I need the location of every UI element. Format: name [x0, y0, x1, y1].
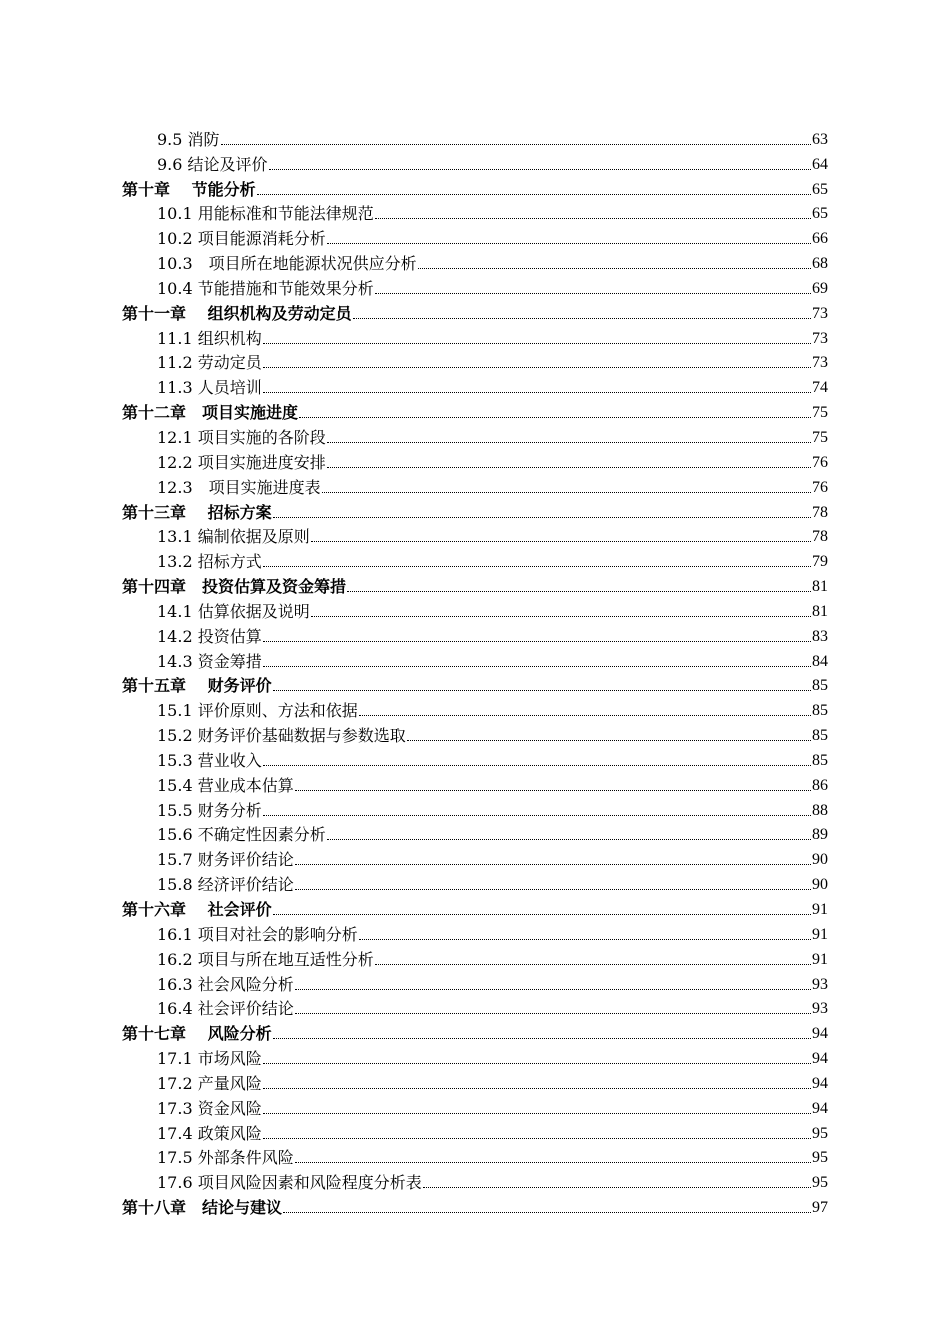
dot-leader [269, 169, 811, 170]
toc-entry-title: 13.1 编制依据及原则 [157, 527, 310, 547]
dot-leader [295, 989, 811, 990]
toc-entry-title: 第十二章 项目实施进度 [122, 403, 299, 423]
dot-leader [263, 1113, 811, 1114]
dot-leader [263, 1088, 811, 1089]
toc-entry-title: 10.1 用能标准和节能法律规范 [157, 204, 374, 224]
toc-chapter-entry[interactable] [122, 1193, 828, 1218]
toc-entry-page-number: 95 [812, 1149, 828, 1167]
dot-leader [375, 293, 811, 294]
toc-section-entry[interactable] [122, 647, 828, 672]
toc-entry-title: 17.1 市场风险 [157, 1049, 262, 1069]
toc-section-entry[interactable] [122, 473, 828, 498]
dot-leader [295, 889, 811, 890]
toc-entry-title: 15.1 评价原则、方法和依据 [157, 701, 358, 721]
toc-entry-page-number: 73 [812, 329, 828, 347]
toc-section-entry[interactable] [122, 771, 828, 796]
toc-entry-title: 16.4 社会评价结论 [157, 999, 294, 1019]
toc-entry-title: 10.2 项目能源消耗分析 [157, 229, 326, 249]
toc-section-entry[interactable] [122, 920, 828, 945]
toc-entry-title: 第十八章 结论与建议 [122, 1198, 283, 1218]
toc-entry-page-number: 75 [812, 428, 828, 446]
toc-entry-page-number: 94 [812, 1099, 828, 1117]
toc-entry-page-number: 91 [812, 925, 828, 943]
toc-entry-page-number: 93 [812, 975, 828, 993]
dot-leader [295, 790, 811, 791]
dot-leader [263, 641, 811, 642]
toc-chapter-entry[interactable] [122, 175, 828, 200]
dot-leader [327, 467, 811, 468]
toc-entry-title: 11.3 人员培训 [157, 378, 262, 398]
toc-entry-title: 11.1 组织机构 [157, 328, 262, 348]
toc-entry-page-number: 94 [812, 1074, 828, 1092]
dot-leader [263, 815, 811, 816]
toc-entry-title: 12.2 项目实施进度安排 [157, 452, 326, 472]
toc-section-entry[interactable] [122, 721, 828, 746]
toc-entry-title: 17.2 产量风险 [157, 1073, 262, 1093]
toc-entry-page-number: 94 [812, 1025, 828, 1043]
toc-entry-page-number: 85 [812, 751, 828, 769]
toc-entry-page-number: 85 [812, 677, 828, 695]
toc-entry-page-number: 81 [812, 602, 828, 620]
toc-entry-title: 15.8 经济评价结论 [157, 875, 294, 895]
toc-entry-page-number: 86 [812, 776, 828, 794]
dot-leader [295, 864, 811, 865]
toc-entry-title: 12.3 项目实施进度表 [157, 477, 321, 497]
toc-entry-title: 14.2 投资估算 [157, 626, 262, 646]
toc-entry-title: 17.4 政策风险 [157, 1123, 262, 1143]
dot-leader [322, 492, 811, 493]
toc-entry-page-number: 94 [812, 1050, 828, 1068]
dot-leader [327, 839, 811, 840]
toc-entry-title: 14.1 估算依据及说明 [157, 601, 310, 621]
dot-leader [221, 144, 811, 145]
toc-entry-title: 15.2 财务评价基础数据与参数选取 [157, 726, 406, 746]
dot-leader [263, 765, 811, 766]
toc-entry-title: 13.2 招标方式 [157, 552, 262, 572]
toc-entry-title: 12.1 项目实施的各阶段 [157, 427, 326, 447]
toc-entry-title: 17.6 项目风险因素和风险程度分析表 [157, 1173, 422, 1193]
toc-section-entry[interactable] [122, 200, 828, 225]
toc-section-entry[interactable] [122, 746, 828, 771]
toc-entry-page-number: 65 [812, 180, 828, 198]
toc-entry-title: 15.7 财务评价结论 [157, 850, 294, 870]
toc-section-entry[interactable] [122, 324, 828, 349]
toc-entry-page-number: 95 [812, 1124, 828, 1142]
toc-entry-page-number: 75 [812, 404, 828, 422]
toc-section-entry[interactable] [122, 1094, 828, 1119]
dot-leader [418, 268, 811, 269]
toc-section-entry[interactable] [122, 373, 828, 398]
dot-leader [423, 1187, 811, 1188]
dot-leader [273, 1038, 811, 1039]
toc-entry-title: 10.3 项目所在地能源状况供应分析 [157, 254, 417, 274]
toc-entry-page-number: 68 [812, 255, 828, 273]
dot-leader [353, 318, 811, 319]
toc-section-entry[interactable] [122, 249, 828, 274]
toc-section-entry[interactable] [122, 125, 828, 150]
toc-chapter-entry[interactable] [122, 299, 828, 324]
dot-leader [263, 1063, 811, 1064]
toc-section-entry[interactable] [122, 523, 828, 548]
toc-entry-title: 16.3 社会风险分析 [157, 974, 294, 994]
dot-leader [295, 1162, 811, 1163]
toc-section-entry[interactable] [122, 622, 828, 647]
toc-chapter-entry[interactable] [122, 572, 828, 597]
dot-leader [347, 591, 811, 592]
toc-entry-page-number: 90 [812, 851, 828, 869]
toc-entry-page-number: 76 [812, 453, 828, 471]
toc-entry-page-number: 78 [812, 528, 828, 546]
toc-section-entry[interactable] [122, 696, 828, 721]
toc-entry-page-number: 78 [812, 503, 828, 521]
dot-leader [311, 541, 811, 542]
toc-chapter-entry[interactable] [122, 398, 828, 423]
toc-section-entry[interactable] [122, 845, 828, 870]
toc-entry-title: 16.2 项目与所在地互适性分析 [157, 949, 374, 969]
toc-section-entry[interactable] [122, 970, 828, 995]
toc-entry-page-number: 66 [812, 230, 828, 248]
dot-leader [273, 914, 811, 915]
dot-leader [375, 964, 811, 965]
toc-entry-title: 15.3 营业收入 [157, 750, 262, 770]
toc-entry-page-number: 95 [812, 1174, 828, 1192]
toc-entry-page-number: 73 [812, 354, 828, 372]
toc-section-entry[interactable] [122, 796, 828, 821]
toc-entry-title: 15.4 营业成本估算 [157, 775, 294, 795]
toc-section-entry[interactable] [122, 423, 828, 448]
dot-leader [359, 939, 811, 940]
toc-entry-page-number: 74 [812, 379, 828, 397]
toc-entry-page-number: 83 [812, 627, 828, 645]
toc-section-entry[interactable] [122, 448, 828, 473]
toc-entry-title: 9.5 消防 [157, 129, 220, 149]
dot-leader [375, 218, 811, 219]
toc-entry-page-number: 88 [812, 801, 828, 819]
toc-chapter-entry[interactable] [122, 895, 828, 920]
toc-entry-title: 15.6 不确定性因素分析 [157, 825, 326, 845]
toc-section-entry[interactable] [122, 945, 828, 970]
dot-leader [407, 740, 811, 741]
toc-section-entry[interactable] [122, 1119, 828, 1144]
toc-section-entry[interactable] [122, 1069, 828, 1094]
table-of-contents [122, 125, 828, 1218]
toc-entry-title: 第十七章 风险分析 [122, 1024, 272, 1044]
toc-entry-page-number: 91 [812, 950, 828, 968]
toc-entry-title: 第十五章 财务评价 [122, 676, 272, 696]
toc-entry-page-number: 69 [812, 279, 828, 297]
toc-entry-page-number: 63 [812, 130, 828, 148]
dot-leader [327, 442, 811, 443]
toc-entry-title: 第十一章 组织机构及劳动定员 [122, 303, 352, 323]
dot-leader [295, 1013, 811, 1014]
toc-entry-title: 16.1 项目对社会的影响分析 [157, 924, 358, 944]
toc-section-entry[interactable] [122, 547, 828, 572]
dot-leader [263, 367, 811, 368]
toc-section-entry[interactable] [122, 1168, 828, 1193]
toc-section-entry[interactable] [122, 597, 828, 622]
dot-leader [263, 392, 811, 393]
toc-entry-title: 17.3 资金风险 [157, 1098, 262, 1118]
toc-section-entry[interactable] [122, 224, 828, 249]
toc-entry-page-number: 64 [812, 155, 828, 173]
dot-leader [299, 417, 811, 418]
toc-entry-page-number: 91 [812, 901, 828, 918]
dot-leader [283, 1212, 811, 1213]
toc-section-entry[interactable] [122, 995, 828, 1020]
dot-leader [263, 1138, 811, 1139]
toc-entry-title: 第十四章 投资估算及资金筹措 [122, 577, 347, 597]
dot-leader [311, 616, 811, 617]
toc-section-entry[interactable] [122, 821, 828, 846]
dot-leader [257, 194, 811, 195]
toc-entry-page-number: 93 [812, 1000, 828, 1018]
toc-entry-title: 9.6 结论及评价 [157, 154, 268, 174]
toc-entry-title: 第十三章 招标方案 [122, 502, 272, 522]
toc-entry-title: 17.5 外部条件风险 [157, 1148, 294, 1168]
toc-entry-page-number: 97 [812, 1199, 828, 1217]
toc-entry-title: 11.2 劳动定员 [157, 353, 262, 373]
dot-leader [263, 343, 811, 344]
dot-leader [359, 715, 811, 716]
toc-entry-page-number: 90 [812, 876, 828, 894]
toc-chapter-entry[interactable] [122, 1019, 828, 1044]
toc-entry-title: 第十章 节能分析 [122, 179, 256, 199]
toc-chapter-entry[interactable] [122, 498, 828, 523]
toc-section-entry[interactable] [122, 1144, 828, 1169]
toc-entry-title: 15.5 财务分析 [157, 800, 262, 820]
dot-leader [327, 243, 811, 244]
toc-entry-page-number: 79 [812, 553, 828, 571]
toc-entry-page-number: 84 [812, 652, 828, 670]
toc-entry-page-number: 89 [812, 826, 828, 844]
toc-section-entry[interactable] [122, 870, 828, 895]
toc-entry-page-number: 73 [812, 304, 828, 322]
dot-leader [273, 517, 811, 518]
toc-section-entry[interactable] [122, 150, 828, 175]
toc-section-entry[interactable] [122, 274, 828, 299]
toc-entry-title: 10.4 节能措施和节能效果分析 [157, 278, 374, 298]
toc-entry-page-number: 65 [812, 205, 828, 223]
toc-entry-page-number: 81 [812, 578, 828, 596]
dot-leader [273, 690, 811, 691]
toc-entry-title: 14.3 资金筹措 [157, 651, 262, 671]
toc-section-entry[interactable] [122, 349, 828, 374]
dot-leader [263, 666, 811, 667]
toc-entry-title: 第十六章 社会评价 [122, 900, 272, 919]
toc-entry-page-number: 85 [812, 727, 828, 745]
toc-chapter-entry[interactable] [122, 672, 828, 697]
toc-section-entry[interactable] [122, 1044, 828, 1069]
dot-leader [263, 566, 811, 567]
toc-entry-page-number: 76 [812, 478, 828, 496]
toc-entry-page-number: 85 [812, 702, 828, 720]
